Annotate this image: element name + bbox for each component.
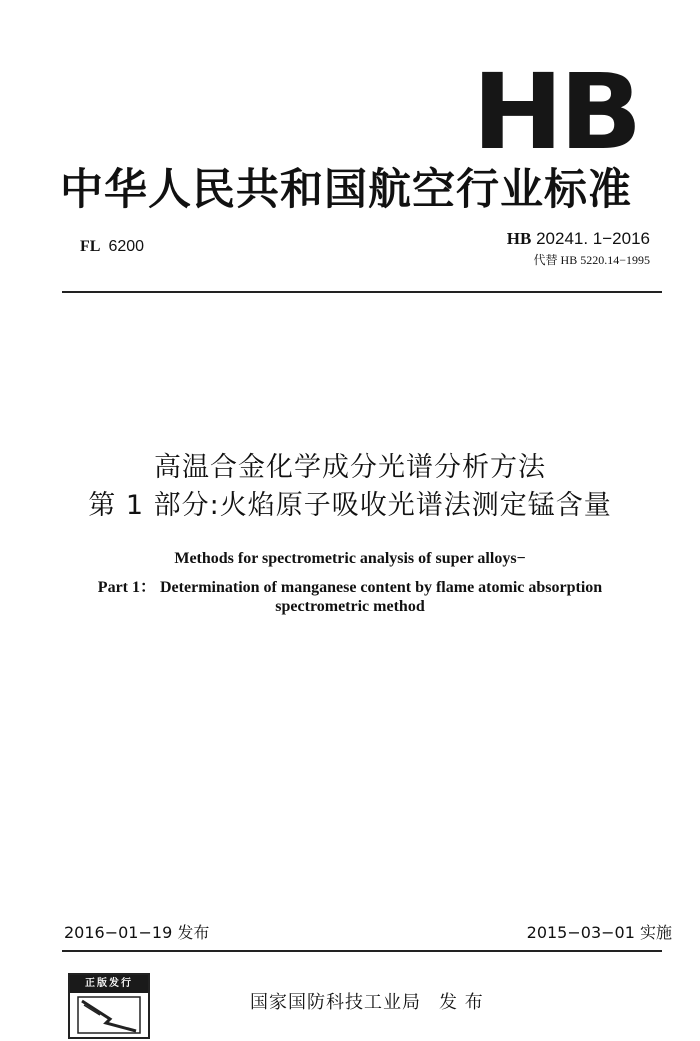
classification-number: 6200 xyxy=(108,238,145,255)
header-divider xyxy=(62,291,662,293)
title-en-line1: Methods for spectrometric analysis of super alloys− xyxy=(174,550,526,567)
title-en-line3: spectrometric method xyxy=(275,598,425,615)
hb-logo: HB xyxy=(471,51,638,173)
issue-date-label: 发布 xyxy=(177,923,210,942)
stamp-emblem-icon xyxy=(70,993,148,1037)
issue-date xyxy=(64,920,209,943)
stamp-label: 正版发行 xyxy=(70,975,148,993)
title-en-line2: Part 1： Determination of manganese content by flame atomic absorption xyxy=(97,579,603,596)
publisher-action: 发 布 xyxy=(439,992,484,1013)
standard-prefix: HB xyxy=(506,229,532,248)
title-cn-line1: 高温合金化学成分光谱分析方法 xyxy=(154,452,546,483)
authenticity-stamp xyxy=(68,973,150,1039)
classification-prefix: FL xyxy=(80,238,101,255)
classification-code xyxy=(80,238,144,256)
standard-code: 20241. 1−2016 xyxy=(536,229,650,248)
replaces-standard: 代替 HB 5220.14−1995 xyxy=(533,253,650,267)
title-cn-line2: 第 1 部分:火焰原子吸收光谱法测定锰含量 xyxy=(88,490,612,521)
issue-date-value: 2016−01−19 xyxy=(64,923,173,942)
publisher-name: 国家国防科技工业局 xyxy=(250,992,421,1013)
implement-date xyxy=(527,920,672,943)
implement-date-label: 实施 xyxy=(639,923,672,942)
issuing-authority-title: 中华人民共和国航空行业标准 xyxy=(60,165,632,215)
implement-date-value: 2015−03−01 xyxy=(526,923,635,942)
footer-divider xyxy=(62,950,662,952)
publisher xyxy=(250,988,484,1014)
standard-number xyxy=(507,229,650,249)
